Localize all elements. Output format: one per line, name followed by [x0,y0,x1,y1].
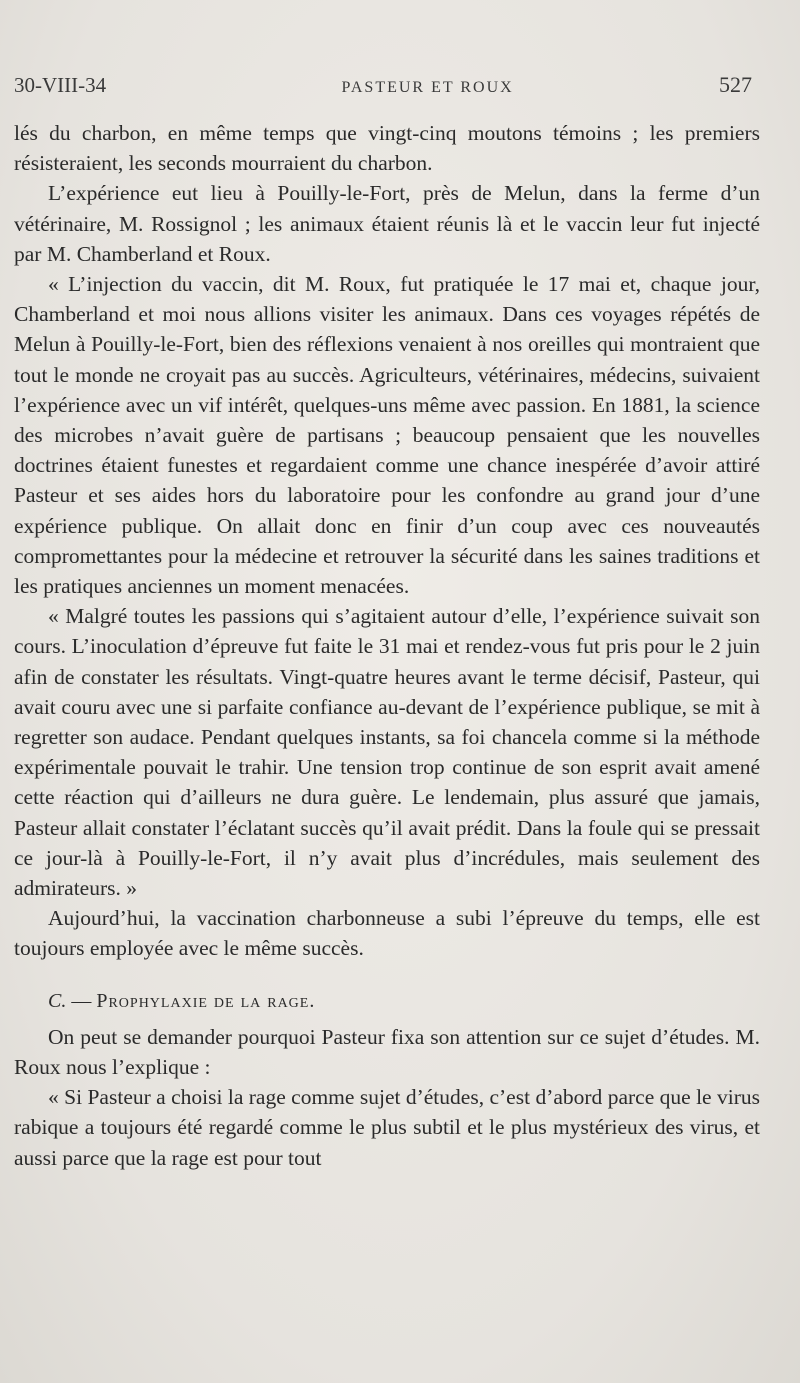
section-letter: C. [48,989,67,1012]
header-date: 30-VIII-34 [14,73,107,97]
page-number: 527 [718,72,752,97]
paragraph: On peut se demander pourquoi Pasteur fixa son attention sur ce sujet d’études. M. Roux nous l’explique : [14,1024,760,1079]
section-title: Prophylaxie de la rage. [96,989,316,1012]
header-title: PASTEUR ET ROUX [341,79,514,96]
body-text [14,118,760,1173]
section-heading [48,986,760,1016]
paragraph: « Si Pasteur a choisi la rage comme sujet d’études, c’est d’abord parce que le virus rabique a toujours été regardé comme le plus subtil et le plus mystérieux des virus, et aussi parce que la rage est pour tout [14,1085,760,1170]
paragraph: « L’injection du vaccin, dit M. Roux, fut pratiquée le 17 mai et, chaque jour, Chamberland et moi nous allions visiter les animaux. Dans ces voyages répétés de Melun à Pouilly-le-Fort, bien des réflexions venaient à nos oreilles qui montraient que tout le monde ne croyait pas au succès. Agriculteurs, vétérinaires, médecins, suivaient l’expérience avec un vif intérêt, quelques-uns même avec passion. En 1881, la science des microbes n’avait guère de partisans ; beaucoup pensaient que les nouvelles doctrines étaient funestes et regardaient comme une chance inespérée d’avoir attiré Pasteur et ses aides hors du laboratoire pour les confondre au grand jour d’une expérience publique. On allait donc en finir d’un coup avec ces nouveautés compromettantes pour la médecine et retrouver la sécurité dans les saines traditions et les pratiques anciennes un moment menacées. [14,272,760,599]
paragraph: lés du charbon, en même temps que vingt-cinq moutons témoins ; les premiers résisteraient, les seconds mourraient du charbon. [14,121,760,176]
section-dash: — [71,989,92,1012]
paragraph: « Malgré toutes les passions qui s’agitaient autour d’elle, l’expérience suivait son cours. L’inoculation d’épreuve fut faite le 31 mai et rendez-vous fut pris pour le 2 juin afin de constater les résultats. Vingt-quatre heures avant le terme décisif, Pasteur, qui avait couru avec une si parfaite confiance au-devant de l’expérience publique, se mit à regretter son audace. Pendant quelques instants, sa foi chancela comme si la méthode expérimentale pouvait le trahir. Une tension trop continue de son esprit avait amené cette réaction qui d’ailleurs ne dura guère. Le lendemain, plus assuré que jamais, Pasteur allait constater l’éclatant succès qu’il avait prédit. Dans la foule qui se pressait ce jour-là à Pouilly-le-Fort, il n’y avait plus d’incrédules, mais seulement des admirateurs. » [14,604,760,901]
paragraph: Aujourd’hui, la vaccination charbonneuse a subi l’épreuve du temps, elle est toujours employée avec le même succès. [14,906,760,961]
running-head [14,72,760,108]
paragraph: L’expérience eut lieu à Pouilly-le-Fort, près de Melun, dans la ferme d’un vétérinaire, M. Rossignol ; les animaux étaient réunis là et le vaccin leur fut injecté par M. Chamberland et Roux. [14,181,760,266]
